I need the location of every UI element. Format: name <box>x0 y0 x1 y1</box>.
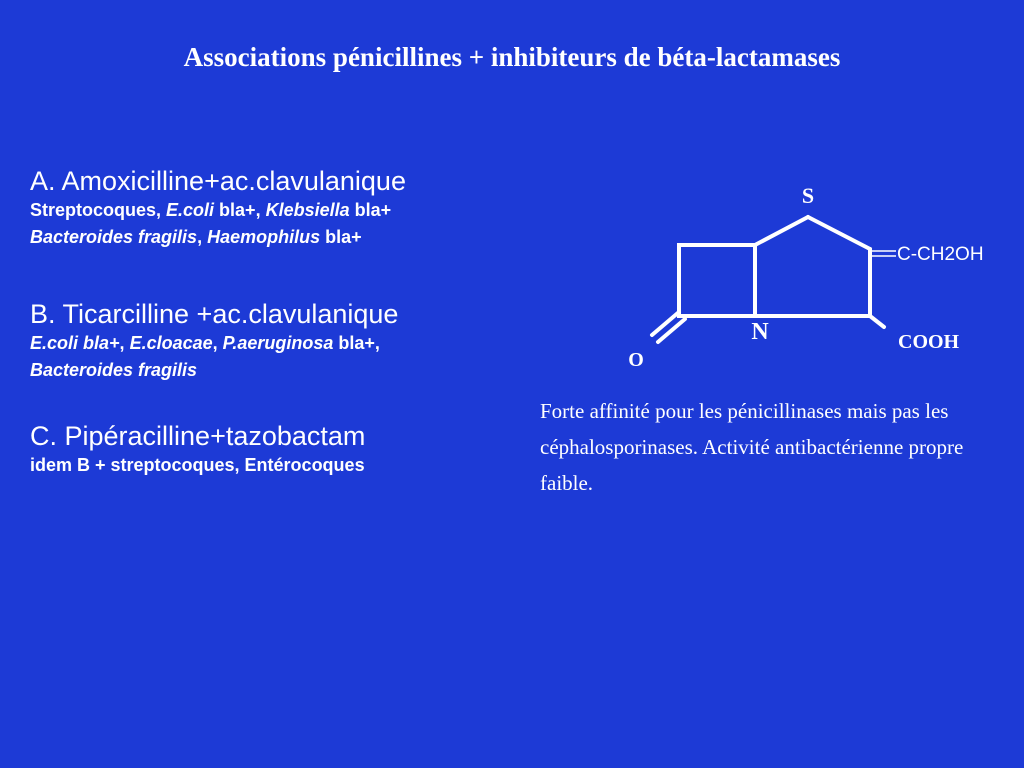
text-run: bla+, <box>214 200 266 220</box>
note-text: Forte affinité pour les pénicillinases mais pas les céphalosporinases. Activité antibactérienne propre faible. <box>540 399 964 495</box>
block-a-line-1 <box>30 197 406 224</box>
text-run: bla+ <box>320 227 362 247</box>
text-run: bla+ <box>349 200 392 220</box>
beta-lactam-ring <box>679 245 755 316</box>
carbonyl-bond-1 <box>652 312 679 335</box>
block-a-heading: A. Amoxicilline+ac.clavulanique <box>30 166 406 196</box>
text-run: idem B + streptocoques, Entérocoques <box>30 455 365 475</box>
block-b-heading: B. Ticarcilline +ac.clavulanique <box>30 299 399 329</box>
nitrogen-label: N <box>751 319 769 345</box>
text-run: Klebsiella <box>265 200 350 220</box>
side-chain-label: C-CH2OH <box>897 244 984 265</box>
text-run: , <box>212 333 223 353</box>
text-run: Streptocoques, <box>30 200 167 220</box>
text-run: E.coli <box>166 200 215 220</box>
text-run: , <box>197 227 208 247</box>
text-run: E.coli bla+ <box>30 333 120 353</box>
block-b-line-1 <box>30 330 398 357</box>
text-run: Bacteroides fragilis <box>30 360 198 380</box>
block-c-line-1 <box>30 452 365 479</box>
oxygen-label: O <box>628 349 644 371</box>
block-b-line-2 <box>30 357 398 384</box>
text-run: , <box>119 333 130 353</box>
block-ticarcilline <box>30 298 398 384</box>
block-piperacilline <box>30 420 365 479</box>
side-chain-double-bond <box>872 251 896 256</box>
text-run: Bacteroides fragilis <box>30 227 198 247</box>
text-run: P.aeruginosa <box>222 333 334 353</box>
text-run: bla+, <box>333 333 380 353</box>
text-run: E.cloacae <box>129 333 213 353</box>
beta-lactam-structure-diagram <box>600 175 1024 385</box>
text-run: Haemophilus <box>207 227 321 247</box>
acid-bond <box>870 316 884 327</box>
block-a-line-2 <box>30 224 406 251</box>
carbonyl-bond-2 <box>658 319 685 342</box>
block-amoxicilline <box>30 165 406 251</box>
slide-title: Associations pénicillines + inhibiteurs de béta-lactamases <box>183 42 841 72</box>
ring-bond-s-c <box>808 217 870 249</box>
block-c-heading: C. Pipéracilline+tazobactam <box>30 421 366 451</box>
sulfur-label: S <box>801 183 815 208</box>
ring-bond-c-s <box>755 217 808 245</box>
carboxyl-label: COOH <box>898 331 960 353</box>
